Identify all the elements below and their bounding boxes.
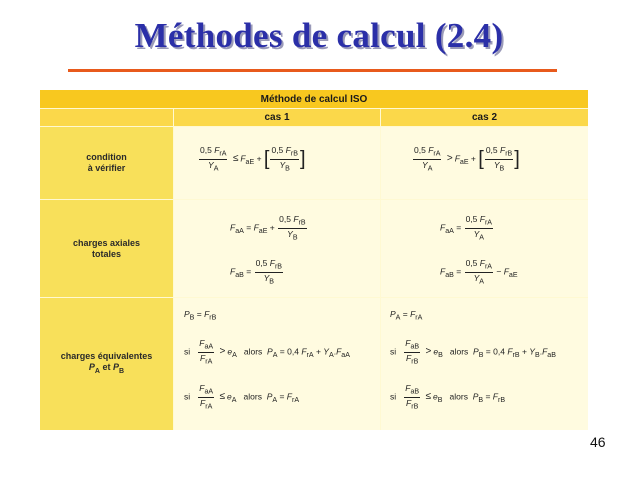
row-label-line: condition	[86, 152, 127, 162]
formula-axial-faA-cas2: $F_{aA}$ = $\frac{0,5 F_{rA}}{Y_A}$	[440, 214, 493, 242]
formula-equiv-pa2-cas1: si $\frac{F_{aA}}{F_{rA}}$ ≤ $e_A$ alors $P_A = F_{rA}$	[184, 383, 300, 411]
formula-axial-faB-cas2: $F_{aB}$ = $\frac{0,5 F_{rA}}{Y_A}$ − $F_{aE}$	[440, 258, 518, 286]
page-number: 46	[590, 434, 606, 450]
row-label-line: totales	[91, 248, 121, 259]
formula-equiv-pa1-cas1: si $\frac{F_{aA}}{F_{rA}}$ > $e_A$ alors $P_A = 0,4$ $F_{rA} + Y_A.F_{aA}$	[184, 338, 350, 366]
table-header: Méthode de calcul ISO	[40, 90, 588, 108]
row-label-equivalent-loads	[40, 298, 173, 430]
formula-equiv-pb1-cas2: si $\frac{F_{aB}}{F_{rB}}$ > $e_B$ alors $P_B = 0,4$ $F_{rB} + Y_B.F_{aB}$	[390, 338, 556, 366]
formula-equiv-pa-cas2: $P_A = F_{rA}$	[390, 309, 423, 322]
row-label-line: à vérifier	[87, 163, 126, 173]
column-header-cas2: cas 2	[381, 109, 588, 126]
formula-equiv-pb-cas1: $P_B = F_{rB}$	[184, 309, 217, 322]
row-label-axial-loads	[40, 200, 173, 297]
formula-axial-faA-cas1: $F_{aA} = F_{aE}$ + $\frac{0,5 F_{rB}}{Y_B}$	[230, 214, 306, 242]
row-label-line: charges équivalentes	[60, 351, 153, 362]
formula-condition-cas2: $\frac{0,5 F_{rA}}{Y_A}$ > $F_{aE}$ + [ $\frac{0,5 F_{rB}}{Y_B}$ ]	[414, 145, 520, 173]
row-label-line: $P_A$ et $P_B$	[88, 362, 125, 375]
formula-condition-cas1: $\frac{0,5 F_{rA}}{Y_A}$ ≤ $F_{aE}$ + [ $\frac{0,5 F_{rB}}{Y_B}$ ]	[200, 145, 306, 173]
row-label-line: charges axiales	[72, 237, 141, 248]
iso-method-table	[40, 90, 588, 430]
column-header-cas1: cas 1	[174, 109, 380, 126]
corner-cell	[40, 109, 173, 126]
title-underline	[68, 69, 557, 72]
formula-equiv-pb2-cas2: si $\frac{F_{aB}}{F_{rB}}$ ≤ $e_B$ alors $P_B = F_{rB}$	[390, 383, 506, 411]
slide-title: Méthodes de calcul (2.4)	[134, 16, 504, 55]
row-label-condition	[40, 127, 173, 199]
formula-axial-faB-cas1: $F_{aB}$ = $\frac{0,5 F_{rB}}{Y_B}$	[230, 258, 283, 286]
